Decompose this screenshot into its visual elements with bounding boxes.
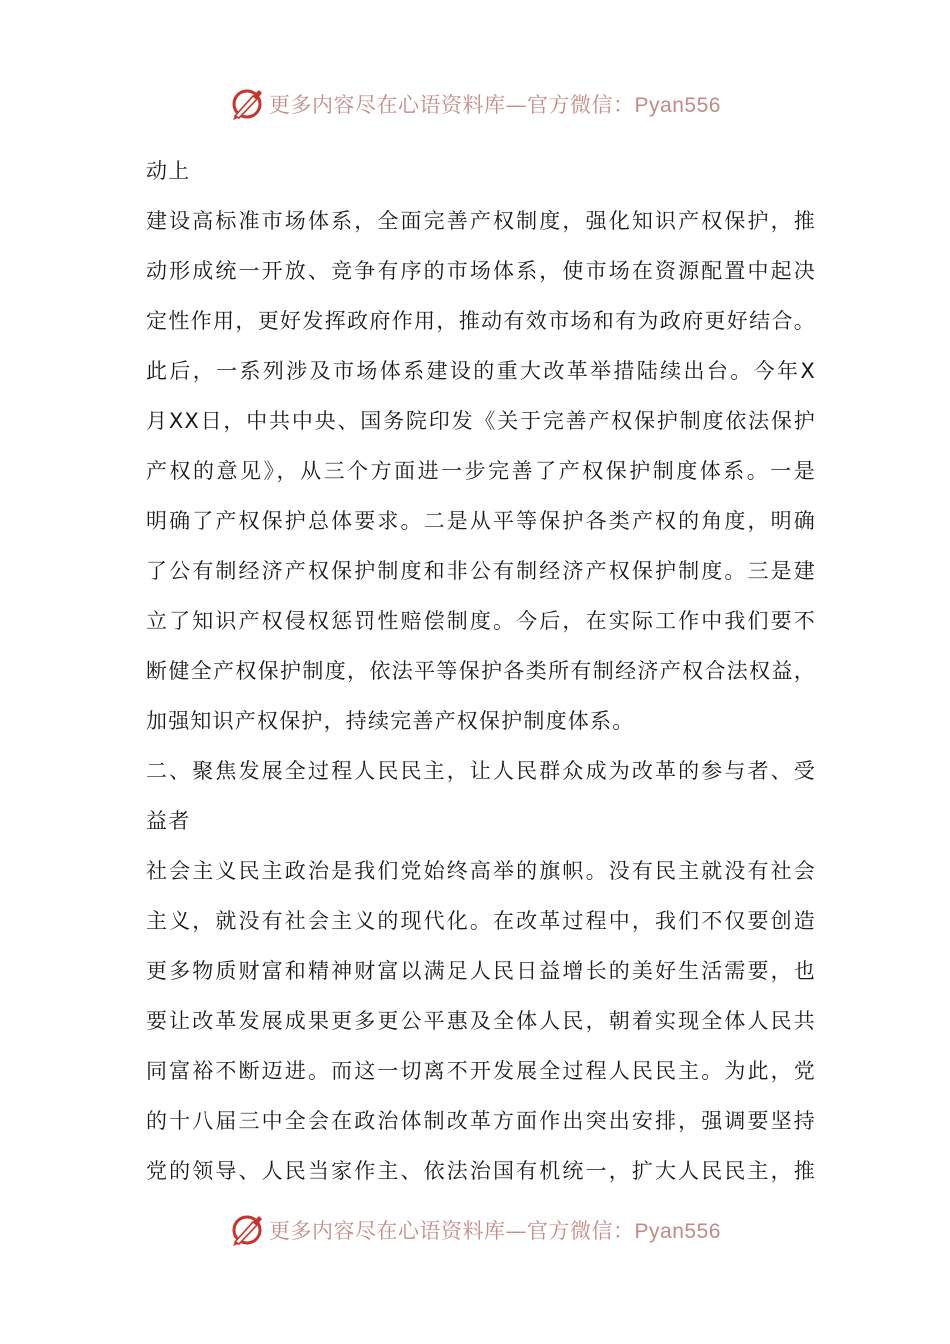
pen-logo-icon: [229, 86, 265, 122]
document-body: [146, 152, 816, 1202]
text-line: 动上: [146, 159, 191, 183]
text-line: 动形成统一开放、竞争有序的市场体系，使市场在资源配置中起决: [146, 259, 816, 283]
text-line: 立了知识产权侵权惩罚性赔偿制度。今后，在实际工作中我们要不: [146, 609, 816, 633]
footer-text: [269, 1215, 721, 1245]
text-line: 此后，一系列涉及市场体系建设的重大改革举措陆续出台。今年X: [146, 359, 816, 383]
text-line: 社会主义民主政治是我们党始终高举的旗帜。没有民主就没有社会: [146, 859, 816, 883]
text-line: 定性作用，更好发挥政府作用，推动有效市场和有为政府更好结合。: [146, 309, 816, 333]
header-contact-id: Pyan556: [634, 94, 721, 117]
text-line: 断健全产权保护制度，依法平等保护各类所有制经济产权合法权益，: [146, 659, 816, 683]
header-contact-label: 官方微信：: [527, 93, 635, 117]
footer-brand: 更多内容尽在心语资料库: [269, 1219, 506, 1243]
footer-contact-label: 官方微信：: [527, 1219, 635, 1243]
text-line: 明确了产权保护总体要求。二是从平等保护各类产权的角度，明确: [146, 509, 816, 533]
text-line: 月XX日，中共中央、国务院印发《关于完善产权保护制度依法保护: [146, 409, 816, 433]
text-line: 的十八届三中全会在政治体制改革方面作出突出安排，强调要坚持: [146, 1109, 816, 1133]
text-line: 了公有制经济产权保护制度和非公有制经济产权保护制度。三是建: [146, 559, 816, 583]
text-line: 产权的意见》，从三个方面进一步完善了产权保护制度体系。一是: [146, 459, 816, 483]
text-line: 加强知识产权保护，持续完善产权保护制度体系。: [146, 709, 635, 733]
header-brand: 更多内容尽在心语资料库: [269, 93, 506, 117]
footer-watermark: [0, 1208, 950, 1252]
text-line: 同富裕不断迈进。而这一切离不开发展全过程人民民主。为此，党: [146, 1059, 816, 1083]
section-heading-line: 二、聚焦发展全过程人民民主，让人民群众成为改革的参与者、受: [146, 759, 816, 783]
footer-separator: —: [505, 1219, 528, 1243]
footer-contact-id: Pyan556: [634, 1220, 721, 1243]
text-line: 建设高标准市场体系，全面完善产权制度，强化知识产权保护，推: [146, 209, 816, 233]
header-watermark: [0, 82, 950, 126]
text-line: 党的领导、人民当家作主、依法治国有机统一，扩大人民民主，推: [146, 1159, 816, 1183]
header-separator: —: [505, 93, 528, 117]
text-line: 更多物质财富和精神财富以满足人民日益增长的美好生活需要，也: [146, 959, 816, 983]
text-line: 主义，就没有社会主义的现代化。在改革过程中，我们不仅要创造: [146, 909, 816, 933]
header-text: [269, 89, 721, 119]
text-line: 要让改革发展成果更多更公平惠及全体人民，朝着实现全体人民共: [146, 1009, 816, 1033]
pen-logo-icon: [229, 1212, 265, 1248]
section-heading-line: 益者: [146, 809, 191, 833]
